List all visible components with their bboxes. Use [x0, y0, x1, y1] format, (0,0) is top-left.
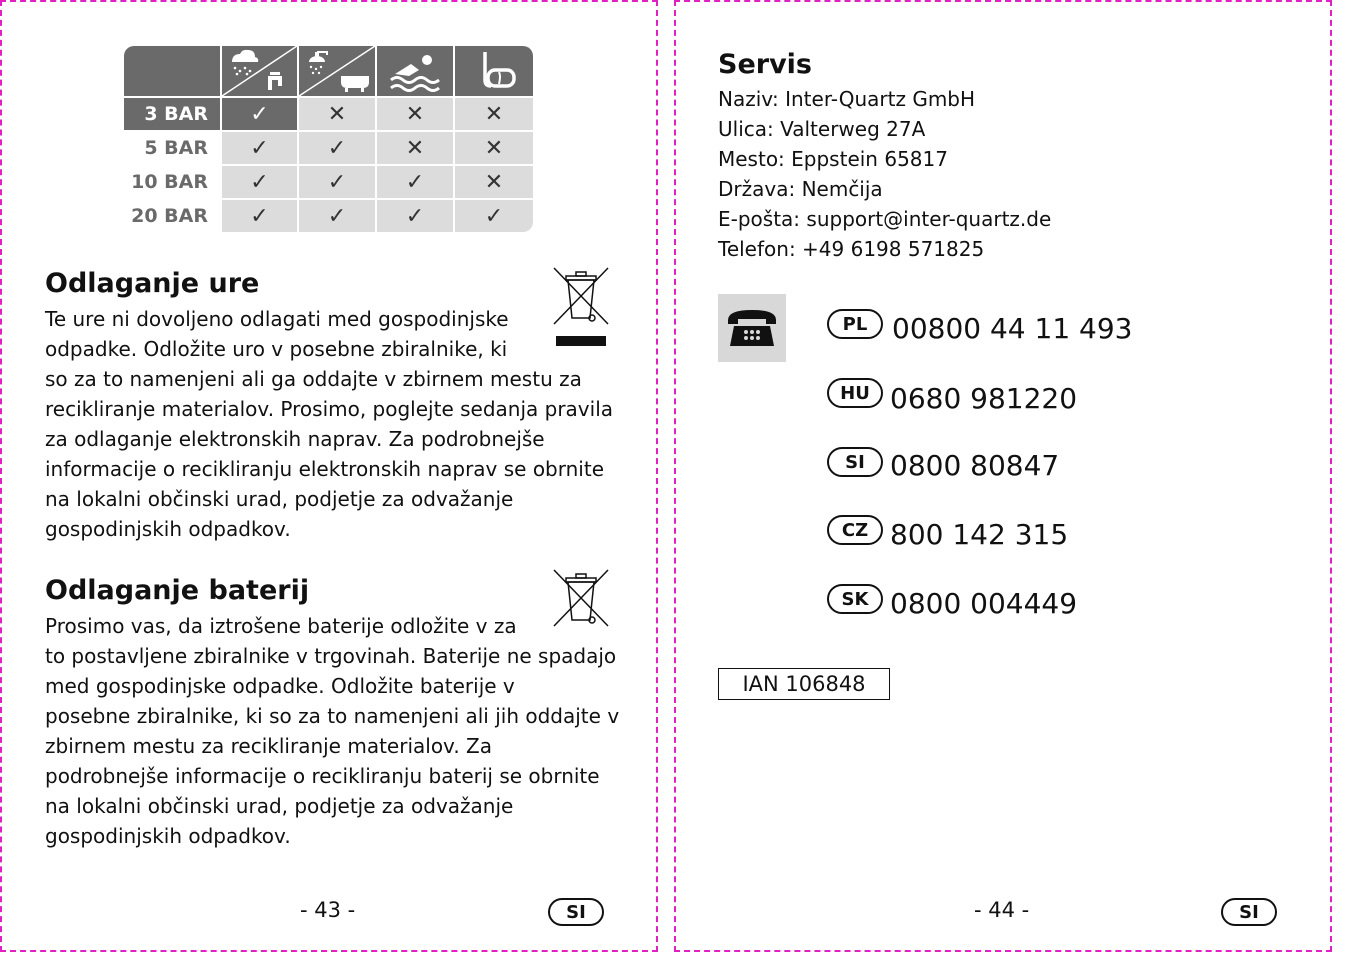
battery-disposal-text: Prosimo vas, da iztrošene baterije odložite v za to postavljene zbiralnike v trgovinah. Baterije ne spadajo med gospodinjske odpadke. Odložite baterije v posebne zbiralnike, ki so za to namenjeni ali jih oddajte v zbirnem mestu za recikliranje materialov. Za podrobnejše informacije o recikliranju baterij se obrnite na lokalni občinski urad, podjetje za odvažanje gospodinjskih odpadkov.: [45, 614, 620, 848]
service-city: Mesto: Eppstein 65817: [718, 147, 948, 171]
service-phone: Telefon: +49 6198 571825: [718, 237, 985, 261]
service-email: E-pošta: support@inter-quartz.de: [718, 207, 1052, 231]
watch-disposal-text: Te ure ni dovoljeno odlagati med gospodinjske odpadke. Odložite uro v posebne zbiralnike, ki so za to namenjeni ali ga oddajte v zbirnem mestu za recikliranje materialov. Prosimo, poglejte sedanja pravila za odlaganje elektronskih naprav. Za podrobnejše informacije o recikliranju elektronskih naprav se obrnite na lokalni občinski urad, podjetje za odvažanje gospodinjskih odpadkov.: [45, 307, 614, 541]
phone-number-cz: 800 142 315: [890, 518, 1069, 551]
telephone-icon: [718, 294, 786, 362]
section-title-watch-disposal: Odlaganje ure: [45, 268, 260, 299]
phone-number-pl: 00800 44 11 493: [892, 312, 1133, 345]
page-number-right: - 44 -: [974, 898, 1030, 922]
service-name: Naziv: Inter-Quartz GmbH: [718, 87, 976, 111]
cross-icon: ✕: [377, 98, 453, 130]
phone-number-si: 0800 80847: [890, 449, 1060, 482]
country-badge-si: SI: [827, 447, 883, 477]
check-icon: ✓: [377, 200, 453, 232]
snorkel-icon: [455, 46, 533, 96]
check-icon: ✓: [299, 166, 375, 198]
country-badge-sk: SK: [827, 584, 883, 614]
check-icon: ✓: [222, 200, 297, 232]
pressure-label: 10 BAR: [131, 171, 208, 193]
phone-number-sk: 0800 004449: [890, 587, 1078, 620]
cross-icon: ✕: [455, 98, 533, 130]
water-resistance-table: [124, 46, 533, 234]
check-icon: ✓: [222, 98, 297, 130]
cross-icon: ✕: [377, 132, 453, 164]
service-title: Servis: [718, 49, 812, 80]
service-details: [718, 84, 1051, 264]
section-title-battery-disposal: Odlaganje baterij: [45, 575, 310, 606]
pressure-label: 20 BAR: [131, 205, 208, 227]
check-icon: ✓: [455, 200, 533, 232]
shower-bath-icon: [299, 46, 375, 96]
page-number-left: - 43 -: [300, 898, 356, 922]
pressure-label: 3 BAR: [124, 98, 220, 130]
check-icon: ✓: [377, 166, 453, 198]
phone-number-hu: 0680 981220: [890, 382, 1078, 415]
swimming-icon: [377, 46, 453, 96]
language-badge-right: SI: [1221, 898, 1277, 926]
pressure-label: 5 BAR: [144, 137, 208, 159]
service-street: Ulica: Valterweg 27A: [718, 117, 926, 141]
cross-icon: ✕: [299, 98, 375, 130]
check-icon: ✓: [299, 132, 375, 164]
check-icon: ✓: [299, 200, 375, 232]
check-icon: ✓: [222, 132, 297, 164]
language-badge-left: SI: [548, 898, 604, 926]
service-country: Država: Nemčija: [718, 177, 883, 201]
ian-number: IAN 106848: [718, 668, 890, 700]
cross-icon: ✕: [455, 132, 533, 164]
check-icon: ✓: [222, 166, 297, 198]
country-badge-pl: PL: [827, 309, 883, 339]
table-corner: [124, 46, 220, 96]
rain-handwash-icon: [222, 46, 297, 96]
cross-icon: ✕: [455, 166, 533, 198]
country-badge-hu: HU: [827, 378, 883, 408]
country-badge-cz: CZ: [827, 515, 883, 545]
